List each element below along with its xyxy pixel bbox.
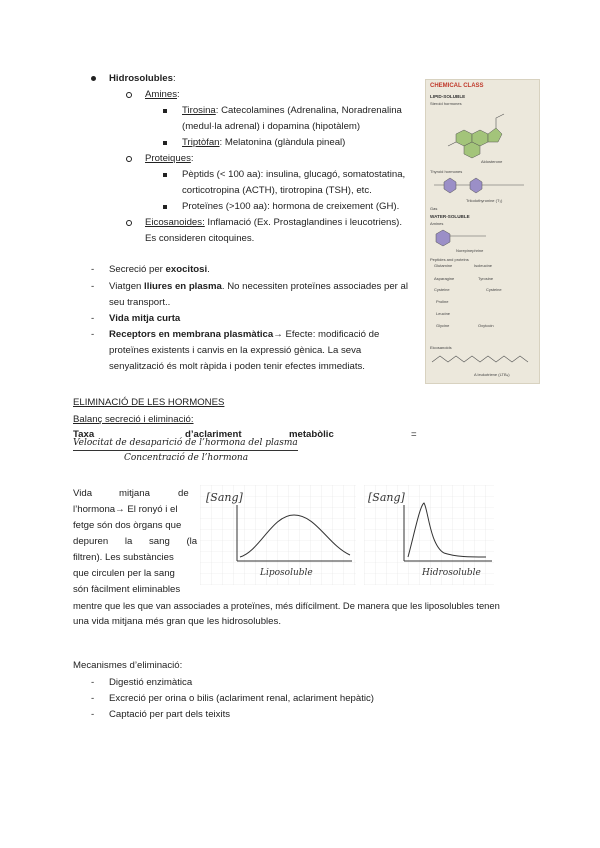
prop-receptors-3: senyalització és molt ràpida i poden tenir efectes immediats. xyxy=(109,361,365,372)
circle-bullet xyxy=(126,156,132,162)
elim-title: ELIMINACIÓ DE LES HORMONES xyxy=(73,397,225,408)
prop-receptors: Receptors en membrana plasmàtica→ Efecte: modificació de xyxy=(109,329,380,340)
proteiques-heading: Proteiques: xyxy=(145,153,194,164)
figure-amines-label: Amines xyxy=(430,221,444,226)
figure-asparagine: Asparagine xyxy=(434,276,455,281)
figure-triiodo-label: Triiodothyronine (T₃) xyxy=(466,198,503,203)
mec-item: Digestió enzimàtica xyxy=(109,677,193,688)
tirosina-line-2: (medul·la adrenal) i dopamina (hipotàlem) xyxy=(182,121,361,132)
chart-liposoluble xyxy=(200,485,356,585)
prop-secrecio: Secreció per exocitosi. xyxy=(109,264,210,275)
circle-bullet xyxy=(126,220,132,226)
vida-line-4: depuren la sang (la xyxy=(73,536,198,547)
mec-item: Excreció per orina o bilis (aclariment renal, aclariment hepàtic) xyxy=(109,693,375,704)
eicosanoides-line-2: Es consideren citoquines. xyxy=(145,233,255,244)
vida-line-2: l’hormona→ El ronyó i el xyxy=(73,504,178,515)
formula-numerator: Velocitat de desaparició de l’hormona del plasma xyxy=(73,437,298,451)
figure-aldosterone-label: Aldosterone xyxy=(481,159,503,164)
dash: - xyxy=(91,693,95,704)
triptofan-line: Triptòfan: Melatonina (glàndula pineal) xyxy=(182,137,346,148)
figure-steroid-label: Steroid hormones xyxy=(430,101,462,106)
vida-line-1: Vida mitjana de xyxy=(73,488,189,499)
figure-lipid-label: LIPID-SOLUBLE xyxy=(430,94,466,99)
chemical-class-figure xyxy=(425,79,540,384)
vida-line-6: que circulen per la sang xyxy=(73,568,175,579)
leukotriene-structure xyxy=(426,350,539,370)
figure-eicosanoids-label: Eicosanoids xyxy=(430,345,452,350)
taxa-label: Taxa d’aclariment metabòlic = xyxy=(73,429,417,440)
amines-heading: Amines: xyxy=(145,89,180,100)
dash: - xyxy=(91,264,95,275)
proteines-line: Proteïnes (>100 aa): hormona de creixement (GH). xyxy=(182,201,400,212)
figure-leucine: Leucine xyxy=(436,311,451,316)
dash: - xyxy=(91,313,95,324)
figure-peptides-label: Peptides and proteins xyxy=(430,257,469,262)
vida-line-9: una vida mitjana més gran que les hidrosolubles. xyxy=(73,616,281,627)
figure-glycine: Glycine xyxy=(436,323,450,328)
square-bullet xyxy=(163,173,167,177)
dash: - xyxy=(91,281,95,292)
figure-leuko-label: A leukotriene (LTB₄) xyxy=(474,372,510,377)
figure-cysteine-2: Cysteine xyxy=(486,287,502,292)
square-bullet xyxy=(163,141,167,145)
figure-water-label: WATER-SOLUBLE xyxy=(430,214,470,219)
bullet xyxy=(91,76,96,81)
dash: - xyxy=(91,677,95,688)
figure-norepi-label: Norepinephrine xyxy=(456,248,484,253)
figure-proline: Proline xyxy=(436,299,449,304)
dash: - xyxy=(91,329,95,340)
prop-viatgen: Viatgen lliures en plasma. No necessiten proteïnes associades per al xyxy=(109,281,409,292)
eicosanoides-line: Eicosanoides: Inflamació (Ex. Prostaglandines i leucotriens). xyxy=(145,217,403,228)
chart-left-xlabel: Liposoluble xyxy=(260,568,313,578)
figure-gas-label: Gas xyxy=(430,206,438,211)
vida-line-7: són fàcilment eliminables xyxy=(73,584,181,595)
figure-cysteine-1: Cysteine xyxy=(434,287,450,292)
circle-bullet xyxy=(126,92,132,98)
square-bullet xyxy=(163,205,167,209)
square-bullet xyxy=(163,109,167,113)
peptids-line: Pèptids (< 100 aa): insulina, glucagó, somatostatina, xyxy=(182,169,406,180)
figure-tyrosine: Tyrosine xyxy=(478,276,494,281)
figure-title: CHEMICAL CLASS xyxy=(430,83,484,89)
chart-right-xlabel: Hidrosoluble xyxy=(422,568,481,578)
chart-hidrosoluble xyxy=(364,485,494,585)
prop-viatgen-2: seu transport.. xyxy=(109,297,171,308)
elim-subtitle: Balanç secreció i eliminació: xyxy=(73,414,194,425)
vida-line-8: mentre que les que van associades a proteïnes, més difícilment. De manera que les liposolubles tenen xyxy=(73,600,500,611)
chart-left-ylabel: [Sang] xyxy=(206,491,243,504)
vida-line-5: filtren). Les substàncies xyxy=(73,552,174,563)
figure-thyroid-label: Thyroid hormones xyxy=(430,169,463,174)
figure-isoleucine: Isoleucine xyxy=(474,263,493,268)
section-title-hidrosolubles: Hidrosolubles: xyxy=(109,73,176,84)
dash: - xyxy=(91,709,95,720)
mec-title: Mecanismes d’eliminació: xyxy=(73,660,183,671)
figure-oxytocin: Oxytocin xyxy=(478,323,494,328)
prop-vida: Vida mitja curta xyxy=(109,313,181,324)
mec-item: Captació per part dels teixits xyxy=(109,709,231,720)
peptids-line-2: corticotropina (ACTH), tirotropina (TSH), etc. xyxy=(182,185,372,196)
vida-line-3: fetge són dos òrgans que xyxy=(73,520,182,531)
figure-glutamine: Glutamine xyxy=(434,263,453,268)
chart-right-ylabel: [Sang] xyxy=(368,491,405,504)
tirosina-line: Tirosina: Catecolamines (Adrenalina, Noradrenalina xyxy=(182,105,402,116)
formula-denominator: Concentració de l’hormona xyxy=(124,453,249,463)
prop-receptors-2: proteïnes existents i canvis en la expressió gènica. La seva xyxy=(109,345,362,356)
